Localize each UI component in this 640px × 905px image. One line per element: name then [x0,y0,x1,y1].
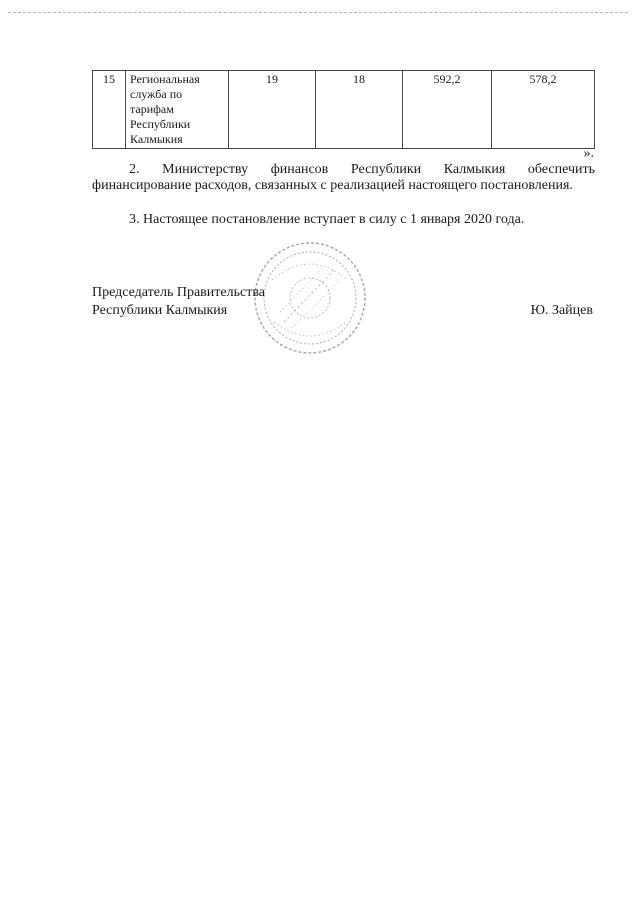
fund-amount-2: 578,2 [492,71,595,149]
organization-name [126,71,229,149]
row-number: 15 [93,71,126,149]
organization-name-line: Республики [130,117,191,131]
budget-table [92,70,595,149]
official-seal-icon [252,240,368,356]
signatory-title-line-2: Республики Калмыкия [92,303,228,318]
signatory-name: Ю. Зайцев [530,303,593,318]
organization-name-line: Региональная [130,72,200,86]
organization-name-line: Калмыкия [130,132,183,146]
page-top-rule [8,12,628,13]
table-row [93,71,595,149]
closing-quote: ». [583,146,594,161]
paragraph-2: 2. Министерству финансов Республики Калмыкия обеспечить финансирование расходов, связанных с реализацией настоящего постановления. [92,162,595,193]
signatory-title-line-1: Председатель Правительства [92,285,265,300]
staff-count-2: 18 [316,71,403,149]
fund-amount-1: 592,2 [403,71,492,149]
organization-name-line: тарифам [130,102,174,116]
organization-name-line: служба по [130,87,183,101]
staff-count-1: 19 [229,71,316,149]
paragraph-3: 3. Настоящее постановление вступает в силу с 1 января 2020 года. [129,212,525,227]
signatory-title [92,284,265,320]
